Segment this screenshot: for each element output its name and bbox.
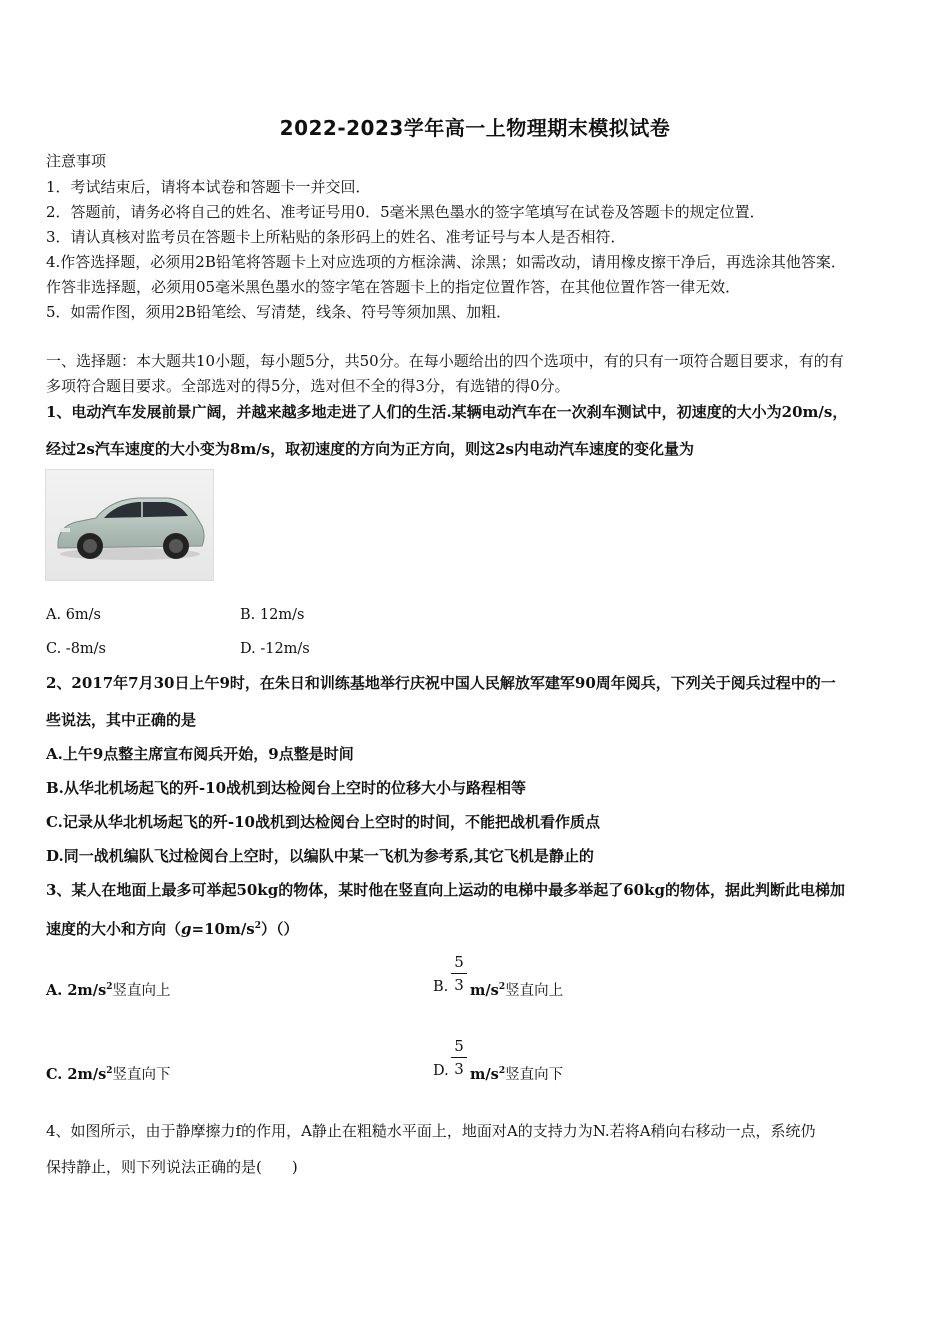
q2-option-b: B.从华北机场起飞的歼-10战机到达检阅台上空时的位移大小与路程相等 [46, 779, 527, 797]
q4-stem-line1: 4、如图所示，由于静摩擦力f的作用，A静止在粗糙水平面上，地面对A的支持力为N.若将A稍向右移动一点，系统仍 [46, 1122, 816, 1140]
q3-gravity-symbol: g [181, 920, 192, 938]
q3-option-a [46, 977, 171, 1001]
q2-stem-line2: 些说法，其中正确的是 [46, 711, 197, 729]
notice-heading: 注意事项 [46, 152, 107, 170]
section-instructions-line1: 一、选择题：本大题共10小题，每小题5分，共50分。在每小题给出的四个选项中，有的只有一项符合题目要求，有的有 [46, 352, 844, 370]
q3-option-c-direction: 竖直向下 [112, 1066, 171, 1083]
notice-item: 作答非选择题，必须用05毫米黑色墨水的签字笔在答题卡上的指定位置作答，在其他位置作答一律无效． [46, 278, 741, 296]
q3-option-b-rest [470, 977, 563, 1001]
q3-option-b-unit: m/s [470, 981, 499, 999]
q2-option-a: A.上午9点整主席宣布阅兵开始，9点整是时间 [46, 745, 354, 763]
q3-exponent: 2 [254, 921, 262, 931]
fraction-numerator: 5 [451, 1035, 467, 1058]
q3-stem-line1: 3、某人在地面上最多可举起50kg的物体，某时他在竖直向上运动的电梯中最多举起了60kg的物体，据此判断此电梯加 [46, 881, 845, 899]
q3-option-c [46, 1061, 171, 1085]
q3-option-d-fraction [451, 1035, 467, 1080]
notice-item: 2．答题前，请务必将自己的姓名、准考证号用0．5毫米黑色墨水的签字笔填写在试卷及答题卡的规定位置． [46, 203, 765, 221]
q3-stem-text: 速度的大小和方向（ [46, 920, 182, 938]
q4-stem-line2: 保持静止，则下列说法正确的是( ) [46, 1158, 298, 1176]
q1-option-d: D. -12m/s [240, 641, 310, 657]
q3-option-b-fraction [451, 951, 467, 996]
section-instructions-line2: 多项符合题目要求。全部选对的得5分，选对但不全的得3分，有选错的得0分。 [46, 377, 570, 395]
notice-item: 4.作答选择题，必须用2B铅笔将答题卡上对应选项的方框涂满、涂黑；如需改动，请用橡皮擦干净后，再选涂其他答案． [46, 253, 846, 271]
q3-option-b-direction: 竖直向上 [505, 982, 564, 999]
q3-gravity-value: =10m/s [191, 920, 255, 938]
fraction-numerator: 5 [451, 951, 467, 974]
q3-option-d-label: D. [433, 1063, 449, 1079]
q3-option-a-exp: 2 [106, 982, 113, 992]
q3-option-a-value: A. 2m/s [46, 981, 107, 999]
q3-option-d-rest [470, 1061, 563, 1085]
q3-stem-tail: ）（） [261, 920, 299, 938]
q3-option-c-value: C. 2m/s [46, 1065, 107, 1083]
fraction-denominator: 3 [454, 976, 464, 994]
q3-option-d-direction: 竖直向下 [505, 1066, 564, 1083]
q1-stem-line2: 经过2s汽车速度的大小变为8m/s，取初速度的方向为正方向，则这2s内电动汽车速度的变化量为 [46, 440, 694, 458]
q2-stem-line1: 2、2017年7月30日上午9时，在朱日和训练基地举行庆祝中国人民解放军建军90周年阅兵，下列关于阅兵过程中的一 [46, 674, 836, 692]
notice-item: 3．请认真核对监考员在答题卡上所粘贴的条形码上的姓名、准考证号与本人是否相符． [46, 228, 626, 246]
q1-option-a: A. 6m/s [46, 607, 101, 623]
q1-option-b: B. 12m/s [240, 607, 305, 623]
q3-option-d-exp: 2 [498, 1066, 506, 1076]
q3-option-c-exp: 2 [106, 1066, 113, 1076]
electric-car-image [45, 469, 214, 581]
notice-item: 1．考试结束后，请将本试卷和答题卡一并交回． [46, 178, 371, 196]
q2-option-d: D.同一战机编队飞过检阅台上空时，以编队中某一飞机为参考系,其它飞机是静止的 [46, 847, 594, 865]
q1-stem-line1: 1、电动汽车发展前景广阔，并越来越多地走进了人们的生活.某辆电动汽车在一次刹车测试中，初速度的大小为20m/s， [46, 403, 848, 421]
q3-option-b-exp: 2 [498, 982, 506, 992]
notice-item: 5．如需作图，须用2B铅笔绘、写清楚，线条、符号等须加黑、加粗． [46, 303, 512, 321]
q1-option-c: C. -8m/s [46, 641, 106, 657]
fraction-denominator: 3 [454, 1060, 464, 1078]
page-title: 2022-2023学年高一上物理期末模拟试卷 [279, 116, 671, 140]
q3-stem-line2 [46, 916, 299, 939]
q3-option-b-label: B. [433, 979, 449, 995]
q2-option-c: C.记录从华北机场起飞的歼-10战机到达检阅台上空时的时间，不能把战机看作质点 [46, 813, 601, 831]
q3-option-d-unit: m/s [470, 1065, 499, 1083]
q3-option-a-direction: 竖直向上 [112, 982, 171, 999]
